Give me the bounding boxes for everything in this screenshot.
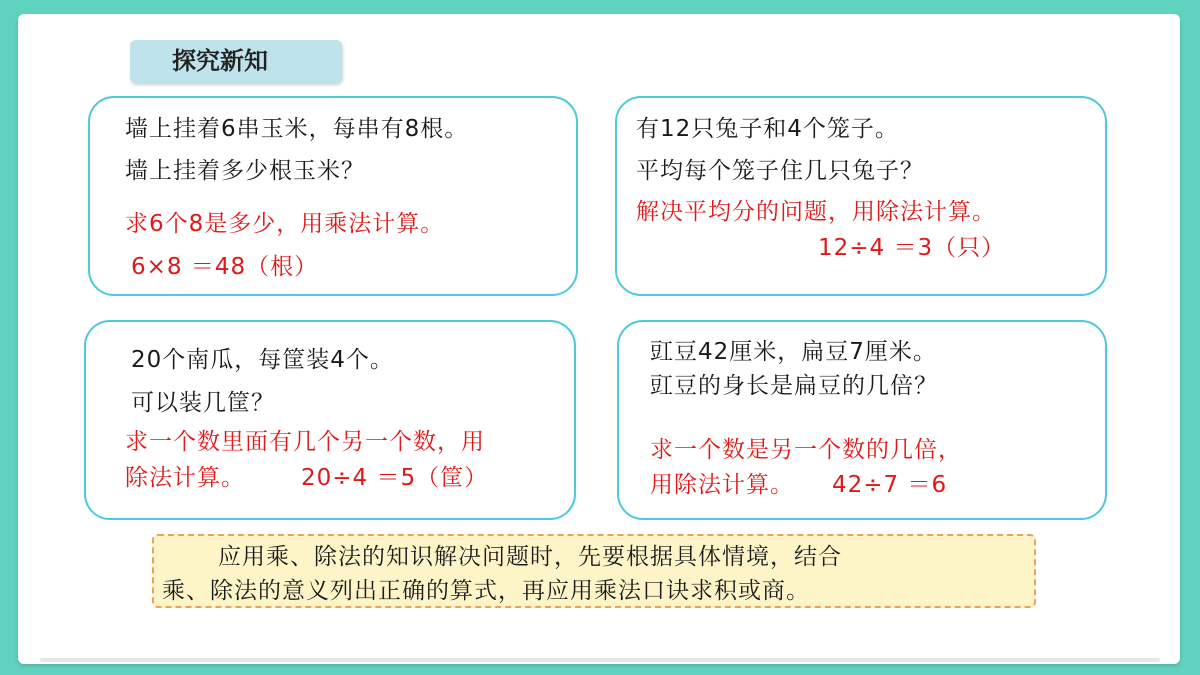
problem-line: 墙上挂着多少根玉米？ (125, 158, 365, 184)
section-title: 探究新知 (130, 40, 342, 83)
method-text: 求一个数里面有几个另一个数，用 (125, 429, 485, 455)
method-text: 解决平均分的问题，用除法计算。 (636, 199, 996, 225)
problem-line: 20个南瓜，每筐装4个。 (131, 347, 394, 373)
bottom-bar (40, 658, 1160, 662)
equation: 6×8 ＝48（根） (131, 254, 319, 280)
summary-line: 应用乘、除法的知识解决问题时，先要根据具体情境，结合 (218, 544, 842, 570)
problem-line: 有12只兔子和4个笼子。 (636, 116, 899, 142)
summary-box (152, 534, 1036, 608)
problem-line: 平均每个笼子住几只兔子？ (636, 158, 924, 184)
equation: 42÷7 ＝6 (832, 472, 948, 498)
equation: 20÷4 ＝5（筐） (301, 465, 489, 491)
method-text: 用除法计算。 (650, 472, 794, 498)
problem-line: 豇豆的身长是扁豆的几倍？ (650, 373, 938, 399)
equation: 12÷4 ＝3（只） (818, 235, 1006, 261)
summary-line: 乘、除法的意义列出正确的算式，再应用乘法口诀求积或商。 (162, 578, 810, 604)
problem-line: 可以装几筐？ (131, 390, 275, 416)
method-text: 求6个8是多少，用乘法计算。 (125, 211, 445, 237)
problem-line: 豇豆42厘米，扁豆7厘米。 (650, 339, 937, 365)
method-text: 除法计算。 (125, 465, 245, 491)
problem-line: 墙上挂着6串玉米，每串有8根。 (125, 116, 469, 142)
method-text: 求一个数是另一个数的几倍， (650, 437, 962, 463)
